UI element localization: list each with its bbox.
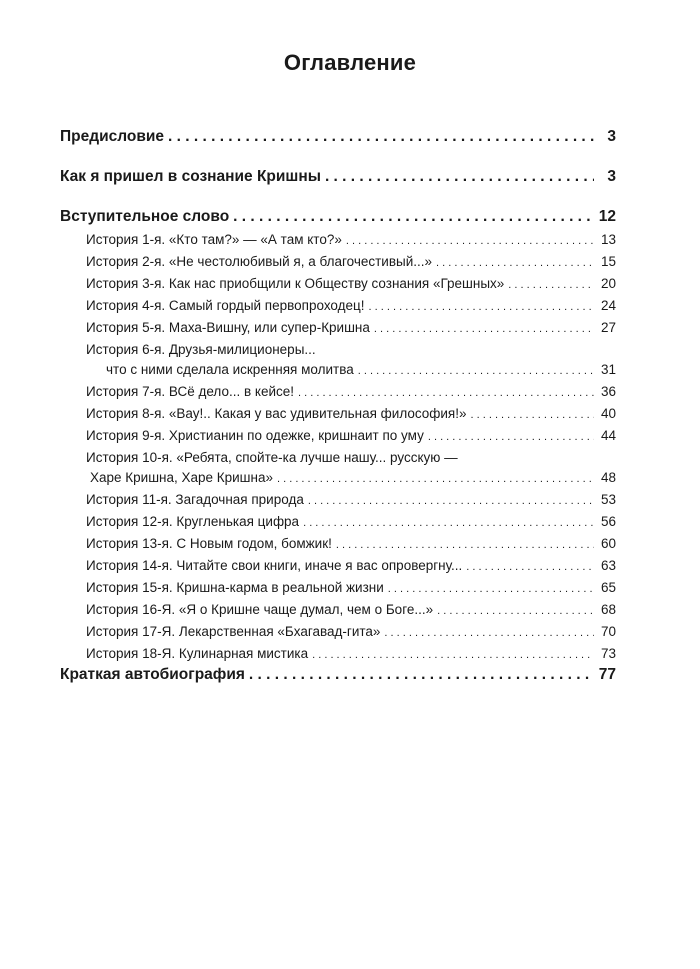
toc-entry-label: История 16-Я. «Я о Кришне чаще думал, чем о Боге...» [86, 602, 434, 617]
toc-entry-label: История 4-я. Самый гордый первопроходец! [86, 298, 365, 313]
toc-entry-story-1[interactable] [86, 232, 616, 247]
toc-entry-story-10[interactable] [86, 450, 616, 465]
toc-page-number: 73 [600, 646, 616, 661]
toc-page-number: 27 [600, 320, 616, 335]
toc-leader-dots [471, 406, 595, 421]
toc-page-number: 68 [600, 602, 616, 617]
toc-entry-story-16[interactable] [86, 602, 616, 617]
toc-page-number: 31 [600, 362, 616, 377]
toc-page-number: 40 [600, 406, 616, 421]
toc-leader-dots [233, 208, 594, 226]
toc-leader-dots [303, 514, 594, 529]
toc-entry-label: История 10-я. «Ребята, спойте-ка лучше нашу... русскую — [86, 450, 458, 465]
toc-entry-story-6-continuation[interactable] [106, 362, 616, 377]
toc-entry-story-13[interactable] [86, 536, 616, 551]
toc-entry-story-9[interactable] [86, 428, 616, 443]
toc-entry-label: История 7-я. ВСё дело... в кейсе! [86, 384, 294, 399]
toc-entry-label: История 12-я. Кругленькая цифра [86, 514, 300, 529]
toc-entry-label: История 2-я. «Не честолюбивый я, а благочестивый...» [86, 254, 433, 269]
toc-entry-story-5[interactable] [86, 320, 616, 335]
toc-entry-label: Харе Кришна, Харе Кришна» [90, 470, 273, 485]
toc-page-number: 65 [600, 580, 616, 595]
toc-entry-label: История 6-я. Друзья-милиционеры... [86, 342, 316, 357]
toc-page-number: 70 [600, 624, 616, 639]
toc-entry-label: История 1-я. «Кто там?» — «А там кто?» [86, 232, 342, 247]
toc-entry-story-11[interactable] [86, 492, 616, 507]
toc-leader-dots [308, 492, 594, 507]
toc-entry-story-4[interactable] [86, 298, 616, 313]
toc-entry-label: Предисловие [60, 128, 165, 145]
toc-page-number: 44 [600, 428, 616, 443]
toc-page-number: 3 [607, 128, 616, 145]
toc-page-number: 15 [600, 254, 616, 269]
toc-leader-dots [428, 428, 594, 443]
toc-page-number: 20 [600, 276, 616, 291]
toc-page-number: 3 [607, 168, 616, 185]
toc-page-number: 63 [600, 558, 616, 573]
toc-page-number: 48 [600, 470, 616, 485]
toc-leader-dots [336, 536, 594, 551]
toc-leader-dots [388, 580, 594, 595]
toc-leader-dots [312, 646, 594, 661]
toc-entry-story-8[interactable] [86, 406, 616, 421]
toc-entry-preface[interactable] [60, 128, 616, 146]
toc-entry-label: История 3-я. Как нас приобщили к Обществу сознания «Грешных» [86, 276, 505, 291]
toc-page-number: 53 [600, 492, 616, 507]
toc-entry-label: История 11-я. Загадочная природа [86, 492, 304, 507]
toc-leader-dots [374, 320, 594, 335]
toc-entry-story-18[interactable] [86, 646, 616, 661]
toc-entry-label: История 8-я. «Вау!.. Какая у вас удивительная философия!» [86, 406, 467, 421]
toc-entry-label: Как я пришел в сознание Кришны [60, 168, 321, 185]
toc-page-number: 77 [598, 666, 616, 683]
toc-entry-how-i-came[interactable] [60, 168, 616, 186]
toc-entry-label: История 9-я. Христианин по одежке, кришнаит по уму [86, 428, 424, 443]
toc-entry-label: что с ними сделала искренняя молитва [106, 362, 354, 377]
toc-page-number: 24 [600, 298, 616, 313]
toc-leader-dots [369, 298, 594, 313]
toc-page-number: 13 [600, 232, 616, 247]
toc-entry-story-14[interactable] [86, 558, 616, 573]
toc-leader-dots [436, 254, 594, 269]
toc-leader-dots [277, 470, 594, 485]
toc-title: Оглавление [283, 50, 417, 75]
toc-leader-dots [249, 666, 594, 684]
toc-page-number: 36 [600, 384, 616, 399]
toc-entry-label: История 15-я. Кришна-карма в реальной жизни [86, 580, 384, 595]
toc-entry-story-17[interactable] [86, 624, 616, 639]
toc-entry-story-3[interactable] [86, 276, 616, 291]
toc-leader-dots [168, 128, 594, 146]
toc-entry-story-12[interactable] [86, 514, 616, 529]
toc-entry-label: История 14-я. Читайте свои книги, иначе я вас опровергну... [86, 558, 463, 573]
toc-leader-dots [325, 168, 594, 186]
toc-entry-story-10-continuation[interactable] [90, 470, 616, 485]
toc-leader-dots [466, 558, 594, 573]
toc-entry-label: История 17-Я. Лекарственная «Бхагавад-гита» [86, 624, 381, 639]
toc-page-number: 60 [600, 536, 616, 551]
toc-entry-story-2[interactable] [86, 254, 616, 269]
toc-page-number: 12 [598, 208, 616, 225]
toc-entry-story-7[interactable] [86, 384, 616, 399]
toc-leader-dots [508, 276, 594, 291]
toc-entry-label: Вступительное слово [60, 208, 230, 225]
toc-entry-story-6[interactable] [86, 342, 616, 357]
toc-leader-dots [346, 232, 594, 247]
toc-entry-story-15[interactable] [86, 580, 616, 595]
toc-leader-dots [358, 362, 594, 377]
toc-leader-dots [437, 602, 594, 617]
toc-entry-introduction[interactable] [60, 208, 616, 226]
toc-page-number: 56 [600, 514, 616, 529]
toc-entry-label: История 5-я. Маха-Вишну, или супер-Кришна [86, 320, 370, 335]
toc-entry-label: Краткая автобиография [60, 666, 245, 683]
toc-entry-label: История 18-Я. Кулинарная мистика [86, 646, 309, 661]
toc-entry-autobiography[interactable] [60, 666, 616, 684]
toc-leader-dots [384, 624, 594, 639]
toc-leader-dots [298, 384, 594, 399]
toc-entry-label: История 13-я. С Новым годом, бомжик! [86, 536, 332, 551]
